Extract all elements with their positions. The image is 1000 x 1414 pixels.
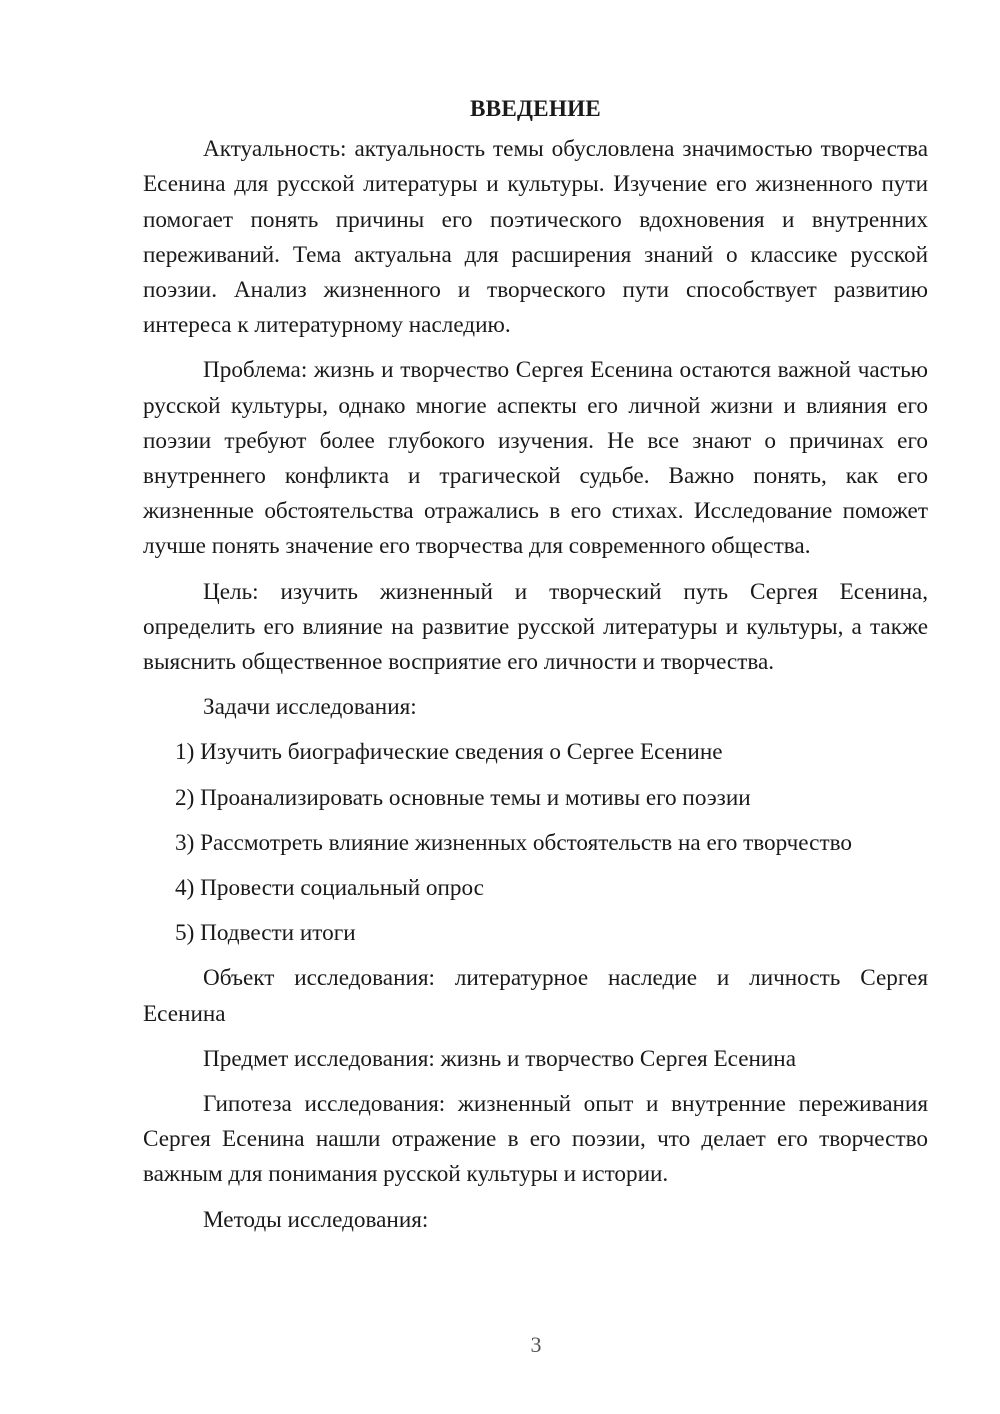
tasks-list: [143, 735, 928, 951]
task-item-4: 4) Провести социальный опрос: [175, 875, 484, 902]
relevance-paragraph: Актуальность: актуальность темы обусловлена значимостью творчества Есенина для русской литературы и культуры. Изучение его жизненного пути помогает понять причины его поэтического вдохновения и внутренних переживаний. Тема актуальна для расширения знаний о классике русской поэзии. Анализ жизненного и творческого пути способствует развитию интереса к литературному наследию.: [143, 136, 928, 339]
methods-heading: Методы исследования:: [203, 1206, 429, 1233]
task-item-5: 5) Подвести итоги: [175, 920, 356, 947]
subject-paragraph: Предмет исследования: жизнь и творчество Сергея Есенина: [203, 1045, 797, 1072]
object-paragraph: Объект исследования: литературное наследие и личность Сергея Есенина: [143, 965, 928, 1027]
page-number: 3: [530, 1332, 542, 1357]
tasks-heading: Задачи исследования:: [203, 694, 417, 721]
task-item-3: 3) Рассмотреть влияние жизненных обстоятельств на его творчество: [175, 829, 852, 856]
task-item-2: 2) Проанализировать основные темы и мотивы его поэзии: [175, 784, 751, 811]
hypothesis-paragraph: Гипотеза исследования: жизненный опыт и внутренние переживания Сергея Есенина нашли отражение в его поэзии, что делает его творчество важным для понимания русской культуры и истории.: [143, 1091, 928, 1188]
problem-paragraph: Проблема: жизнь и творчество Сергея Есенина остаются важной частью русской культуры, однако многие аспекты его личной жизни и влияния его поэзии требуют более глубокого изучения. Не все знают о причинах его внутреннего конфликта и трагической судьбе. Важно понять, как его жизненные обстоятельства отражались в его стихах. Исследование поможет лучше понять значение его творчества для современного общества.: [143, 357, 928, 560]
section-heading: ВВЕДЕНИЕ: [470, 96, 601, 122]
task-item-1: 1) Изучить биографические сведения о Сергее Есенине: [175, 739, 723, 766]
page-content: [143, 92, 928, 1248]
goal-paragraph: Цель: изучить жизненный и творческий путь Сергея Есенина, определить его влияние на развитие русской литературы и культуры, а также выяснить общественное восприятие его личности и творчества.: [143, 578, 928, 676]
